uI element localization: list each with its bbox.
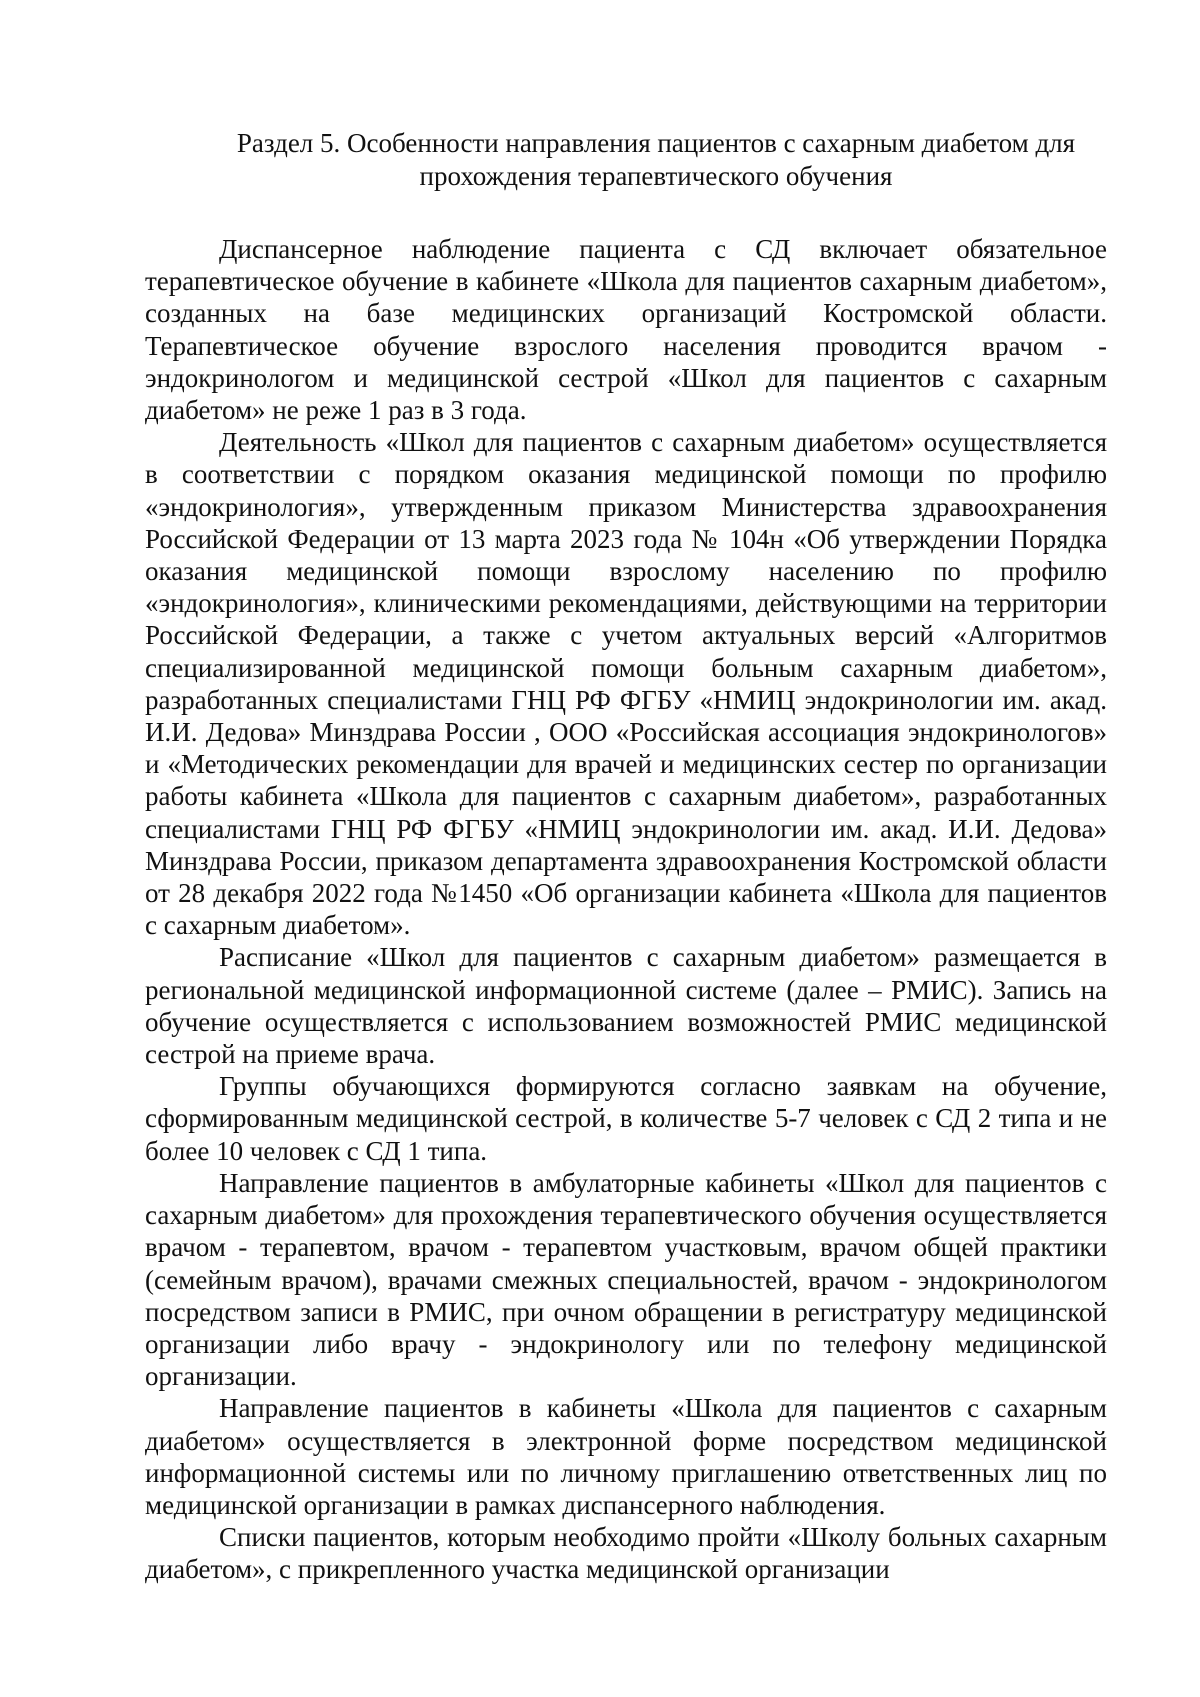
section-title: Раздел 5. Особенности направления пациентов с сахарным диабетом для прохождения терапевтического обучения xyxy=(236,128,1076,191)
paragraph-referral-electronic: Направление пациентов в кабинеты «Школа для пациентов с сахарным диабетом» осуществляется в электронной форме посредством медицинской информационной системы или по личному приглашению ответственных лиц по медицинской организации в рамках диспансерного наблюдения. xyxy=(145,1393,1107,1520)
paragraph-referral-outpatient: Направление пациентов в амбулаторные кабинеты «Школ для пациентов с сахарным диабетом» для прохождения терапевтического обучения осуществляется врачом - терапевтом, врачом - терапевтом участковым, врачом общей практики (семейным врачом), врачами смежных специальностей, врачом - эндокринологом посредством записи в РМИС, при очном обращении в регистратуру медицинской организации либо врачу - эндокринологу или по телефону медицинской организации. xyxy=(145,1167,1107,1392)
paragraph-schedule: Расписание «Школ для пациентов с сахарным диабетом» размещается в региональной медицинской информационной системе (далее – РМИС). Запись на обучение осуществляется с использованием возможностей РМИС медицинской сестрой на приеме врача. xyxy=(145,942,1107,1070)
paragraph-school-activity: Деятельность «Школ для пациентов с сахарным диабетом» осуществляется в соответствии с порядком оказания медицинской помощи по профилю «эндокринология», утвержденным приказом Министерства здравоохранения Российской Федерации от 13 марта 2023 года № 104н «Об утверждении Порядка оказания медицинской помощи взрослому населению по профилю «эндокринология», клиническими рекомендациями, действующими на территории Российской Федерации, а также с учетом актуальных версий «Алгоритмов специализированной медицинской помощи больным сахарным диабетом», разработанных специалистами ГНЦ РФ ФГБУ «НМИЦ эндокринологии им. акад. И.И. Дедова» Минздрава России , ООО «Российская ассоциация эндокринологов» и «Методических рекомендации для врачей и медицинских сестер по организации работы кабинета «Школа для пациентов с сахарным диабетом», разработанных специалистами ГНЦ РФ ФГБУ «НМИЦ эндокринологии им. акад. И.И. Дедова» Минздрава России, приказом департамента здравоохранения Костромской области от 28 декабря 2022 года №1450 «Об организации кабинета «Школа для пациентов с сахарным диабетом». xyxy=(145,427,1107,941)
paragraph-dispensary-observation: Диспансерное наблюдение пациента с СД включает обязательное терапевтическое обучение в кабинете «Школа для пациентов сахарным диабетом», созданных на базе медицинских организаций Костромской области. Терапевтическое обучение взрослого населения проводится врачом - эндокринологом и медицинской сестрой «Школ для пациентов с сахарным диабетом» не реже 1 раз в 3 года. xyxy=(145,234,1107,426)
paragraph-groups: Группы обучающихся формируются согласно заявкам на обучение, сформированным медицинской сестрой, в количестве 5-7 человек с СД 2 типа и не более 10 человек с СД 1 типа. xyxy=(145,1071,1107,1166)
document-body xyxy=(145,127,1107,1586)
paragraph-patient-lists: Списки пациентов, которым необходимо пройти «Школу больных сахарным диабетом», с прикрепленного участка медицинской организации xyxy=(145,1522,1107,1585)
